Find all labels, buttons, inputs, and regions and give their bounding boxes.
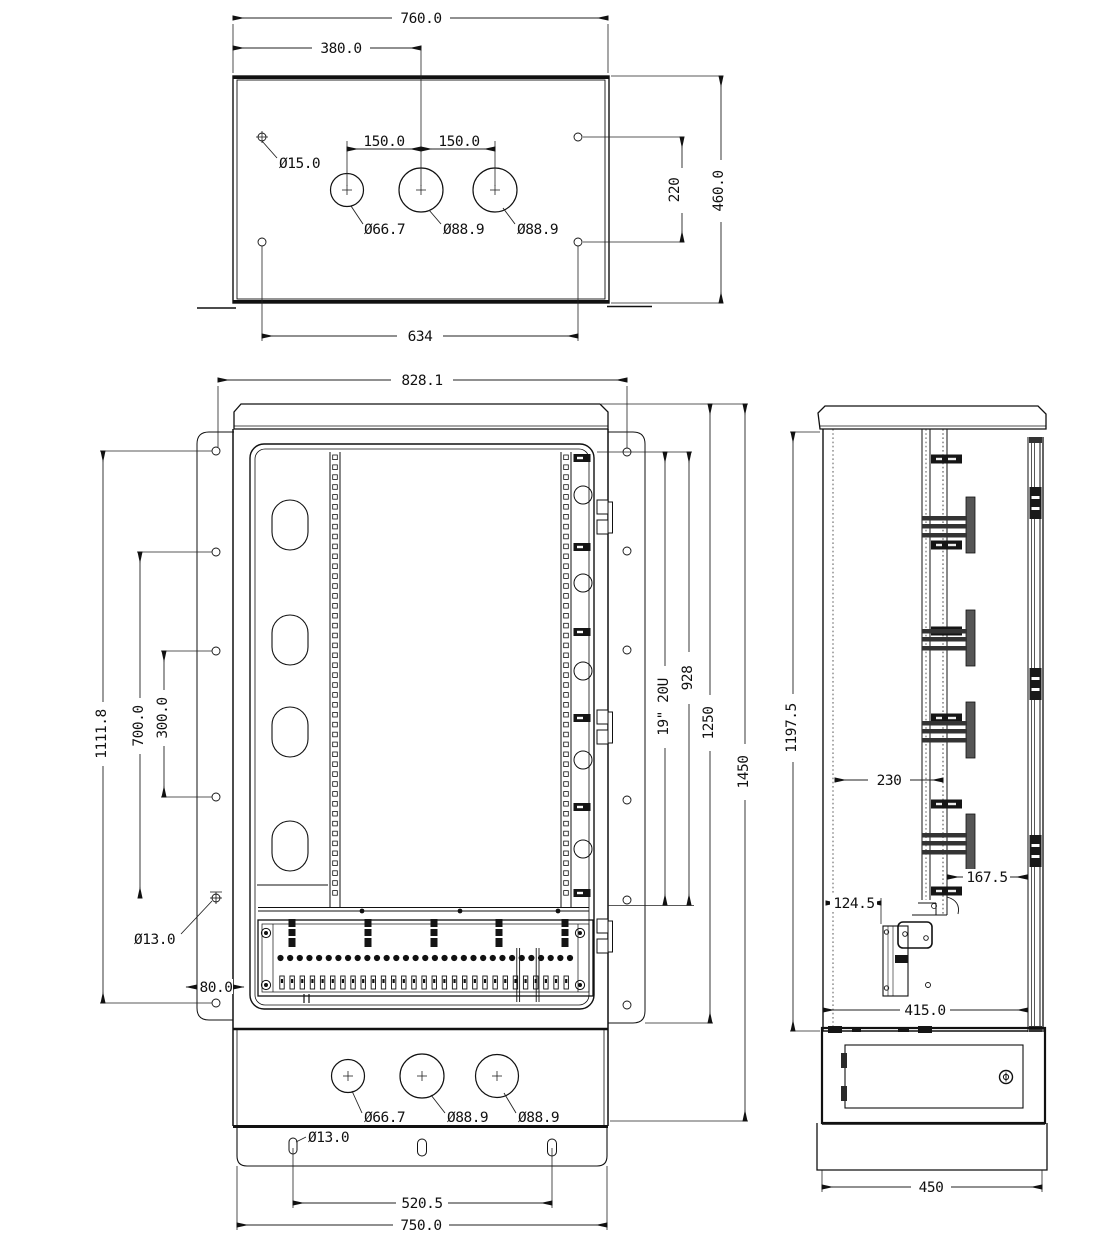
flange-hole [212,999,220,1007]
connector-slit [431,927,438,929]
side-door-hinge [1030,835,1042,867]
rack-square-hole [333,663,338,668]
rail-clip-slit [577,631,583,633]
dim-side-rail-setback: 230 [876,773,902,789]
rack-square-hole [333,534,338,539]
flange-hole [623,547,631,555]
rack-square-hole [333,811,338,816]
rack-square-hole [333,802,338,807]
rail-clip-slit [577,806,583,808]
rack-square-hole [333,693,338,698]
rack-square-hole [333,495,338,500]
terminal-lug-slot [494,979,496,983]
shelf-bracket-bar [922,721,967,726]
terminal-dot [345,955,351,961]
connector-slit [562,936,569,938]
shelf-bracket-bar [922,833,967,838]
rack-square-hole [333,554,338,559]
terminal-connector [431,919,438,947]
terminal-lug-slot [281,979,283,983]
connector-slit [289,936,296,938]
rack-square-hole [333,881,338,886]
terminal-lug-slot [311,979,313,983]
flange-hole [623,1001,631,1009]
terminal-connector [496,919,503,947]
flange-hole [212,447,220,455]
rack-square-hole [564,752,569,757]
terminal-lug-slot [413,979,415,983]
terminal-lug-slot [453,979,455,983]
shelf-bracket-upright [966,610,975,666]
front-door-hinges [597,500,613,953]
rack-square-hole [564,564,569,569]
terminal-dot [451,955,457,961]
terminal-dot [297,955,303,961]
shelf-bracket-bar [922,524,967,529]
rack-square-hole [564,673,569,678]
top-view-cable-entries [331,168,518,212]
dim-side-base-depth: 450 [918,1180,944,1196]
dim-front-entry-right: Ø88.9 [518,1110,560,1126]
terminal-dot-row [277,955,573,961]
front-dimensions [93,372,755,1234]
flange-hole [212,647,220,655]
rack-square-hole [564,861,569,866]
rack-square-hole [564,534,569,539]
rack-square-hole [333,703,338,708]
terminal-dot [499,955,505,961]
terminal-lug-slot [352,979,354,983]
rack-square-hole [333,861,338,866]
shelf-bracket-bar [922,738,967,743]
connector-slit [431,936,438,938]
rack-square-hole [564,544,569,549]
top-view [197,10,731,345]
dim-flange-width: 80.0 [199,980,233,996]
terminal-block [258,919,593,1003]
rack-square-hole [564,831,569,836]
shelf-bracket-bar [922,729,967,734]
terminal-dot [461,955,467,961]
connector-slit [496,936,503,938]
rack-square-hole [333,613,338,618]
rack-square-hole [564,574,569,579]
rack-square-hole [564,604,569,609]
terminal-lug-slot [291,979,293,983]
rack-square-hole [333,584,338,589]
side-door [1028,437,1043,1032]
terminal-lug-slot [393,979,395,983]
dim-top-overall-width: 760.0 [400,11,442,27]
rack-square-hole [564,792,569,797]
terminal-dot [490,955,496,961]
rack-square-hole [333,821,338,826]
terminal-dot [335,955,341,961]
door-hinge-pin [608,712,613,743]
rack-square-hole [333,514,338,519]
dim-top-hole-span: 634 [407,329,433,345]
rack-square-hole [564,683,569,688]
terminal-connector [562,919,569,947]
rack-square-hole [333,633,338,638]
shelf-bracket-bar [922,533,967,538]
dim-rack-spec: 19" 20U [656,678,672,736]
terminal-dot [306,955,312,961]
rack-square-hole [564,841,569,846]
rack-square-hole [564,772,569,777]
rack-square-hole [333,683,338,688]
rack-square-hole [564,455,569,460]
dim-side-lock-setback: 124.5 [833,896,875,912]
rack-square-hole [564,742,569,747]
terminal-dot [441,955,447,961]
rack-square-hole [333,673,338,678]
rack-rail-left [330,452,340,908]
terminal-lug-slot [525,979,527,983]
terminal-lug-slot [301,979,303,983]
rack-square-hole [333,564,338,569]
dim-mount-hole-dia: Ø13.0 [134,932,176,948]
connector-slit [365,927,372,929]
terminal-lug-slot [443,979,445,983]
rack-square-hole [333,752,338,757]
rack-square-hole [564,851,569,856]
terminal-dot [393,955,399,961]
terminal-lug-slot [342,979,344,983]
terminal-lug-slot [322,979,324,983]
rack-square-hole [333,732,338,737]
hinge-slit [1032,677,1040,680]
dim-mount-span-mid: 700.0 [131,705,147,747]
rack-square-hole [564,623,569,628]
shelf-bracket-upright [966,702,975,758]
terminal-connector [365,919,372,947]
terminal-dot [432,955,438,961]
terminal-lug-row [280,976,569,989]
shelf-bracket-bar [922,850,967,855]
flange-hole [623,896,631,904]
terminal-lug-slot [423,979,425,983]
rack-square-hole [333,465,338,470]
rack-square-hole [564,554,569,559]
rack-square-hole [333,594,338,599]
dim-mount-span-outer: 1111.8 [94,709,110,759]
rail-clip-side [931,455,962,464]
rack-square-hole [333,792,338,797]
rack-square-hole [333,524,338,529]
terminal-dot [403,955,409,961]
dim-front-entry-mid: Ø88.9 [447,1110,489,1126]
terminal-lug-slot [565,979,567,983]
connector-slit [496,927,503,929]
rail-clip-slit [577,546,583,548]
terminal-dot [528,955,534,961]
terminal-dot [364,955,370,961]
terminal-dot [355,955,361,961]
rack-square-hole [564,495,569,500]
door-hinge-leaf [597,730,608,744]
rack-square-hole [564,881,569,886]
rack-square-hole [333,485,338,490]
rail-clip-slit [948,458,956,460]
terminal-dot [567,955,573,961]
shelf-bracket-bar [922,629,967,634]
front-cap [234,404,608,429]
dim-overall-height: 1450 [736,755,752,789]
rack-square-hole [333,722,338,727]
terminal-lug-slot [514,979,516,983]
front-cable-oval-cutouts [257,500,328,885]
dim-rack-opening-height: 928 [680,665,696,691]
rack-square-hole [333,871,338,876]
dim-top-corner-hole: Ø15.0 [279,156,321,172]
terminal-dot [384,955,390,961]
terminal-lug-slot [433,979,435,983]
rail-clip-slit [577,457,583,459]
dim-flange-hole-span: 828.1 [401,373,443,389]
rack-square-hole [333,505,338,510]
rack-square-hole [564,732,569,737]
rail-clip-slit [577,892,583,894]
door-hinge-leaf [597,919,608,933]
rack-square-hole [564,505,569,510]
side-pedestal [817,1026,1047,1170]
shelf-bracket-upright [966,814,975,870]
rack-square-hole [333,604,338,609]
terminal-lug-slot [504,979,506,983]
rack-square-hole [564,722,569,727]
terminal-lug-slot [332,979,334,983]
dim-side-body-depth: 415.0 [904,1003,946,1019]
terminal-dot [316,955,322,961]
pedestal-lock-icon [1000,1071,1013,1084]
rack-square-hole [564,584,569,589]
connector-slit [562,927,569,929]
rack-square-hole [333,623,338,628]
rail-clip-slit [948,544,956,546]
shelf-bracket-bar [922,841,967,846]
rail-clip-slit [936,803,942,805]
rack-rail-right [561,452,571,908]
flange-hole [212,793,220,801]
shelf-bracket-bar [922,516,967,521]
front-lower-panel [233,1029,608,1126]
rack-square-hole [333,782,338,787]
rack-square-hole [564,475,569,480]
rack-square-hole [564,465,569,470]
terminal-connector [289,919,296,947]
flange-hole [623,646,631,654]
dim-mount-span-inner: 300.0 [155,697,171,739]
rack-square-hole [333,712,338,717]
pedestal-access-panel [845,1045,1023,1108]
rail-clip-slit [577,717,583,719]
rack-square-hole [564,782,569,787]
rack-square-hole [564,871,569,876]
rail-clip-slit [948,717,956,719]
rack-square-hole [333,831,338,836]
rack-square-hole [564,693,569,698]
terminal-lug-slot [382,979,384,983]
terminal-lug-slot [403,979,405,983]
side-view [783,406,1047,1196]
front-view [93,372,755,1234]
terminal-dot [326,955,332,961]
rack-square-hole [333,455,338,460]
rack-square-hole [564,633,569,638]
access-panel-hinge [841,1053,847,1068]
dim-base-width: 750.0 [400,1218,442,1234]
rail-clip-slit [936,717,942,719]
terminal-dot [509,955,515,961]
rack-square-hole [333,891,338,896]
dim-top-center-offset: 380.0 [320,41,362,57]
rack-square-hole [333,643,338,648]
rail-clip-side [931,800,962,809]
rack-square-hole [564,821,569,826]
rack-square-hole [564,891,569,896]
access-panel-hinge [841,1086,847,1101]
shelf-bracket-bar [922,637,967,642]
hinge-slit [1032,688,1040,691]
rack-square-hole [564,703,569,708]
terminal-connectors [289,919,569,947]
rack-square-hole [564,712,569,717]
rack-square-hole [564,653,569,658]
flange-hole [623,796,631,804]
rail-clip-slit [936,544,942,546]
dim-top-entry-mid: Ø88.9 [443,222,485,238]
rail-clip-slit [936,458,942,460]
rack-square-hole [333,544,338,549]
door-hinge-leaf [597,500,608,514]
rack-square-hole [333,851,338,856]
terminal-dot [557,955,563,961]
top-view-dimensions [233,10,731,345]
door-hinge-leaf [597,520,608,534]
buried-base [817,1123,1047,1170]
terminal-dot [374,955,380,961]
dim-flange-height: 1250 [701,706,717,740]
rack-square-hole [564,613,569,618]
rack-square-hole [564,594,569,599]
rack-square-hole [564,514,569,519]
hinge-slit [1032,507,1040,510]
terminal-dot [277,955,283,961]
terminal-lug-slot [464,979,466,983]
rack-square-hole [333,841,338,846]
hinge-slit [1032,496,1040,499]
dim-top-entry-right: Ø88.9 [517,222,559,238]
door-hinge-pin [608,921,613,952]
dim-top-hole-pitch-depth: 220 [667,177,683,203]
rack-square-hole [564,663,569,668]
rack-square-hole [333,475,338,480]
dim-top-entry-small: Ø66.7 [364,222,406,238]
terminal-dot [422,955,428,961]
dim-top-pitch-right: 150.0 [438,134,480,150]
dim-side-body-height: 1197.5 [784,703,800,753]
terminal-dot [480,955,486,961]
rack-square-hole [564,485,569,490]
rack-square-hole [564,811,569,816]
rack-square-hole [333,653,338,658]
terminal-dot [470,955,476,961]
front-body [233,429,608,1126]
terminal-lug-slot [545,979,547,983]
hinge-slit [1032,844,1040,847]
rack-square-hole [564,524,569,529]
terminal-dot [548,955,554,961]
flange-hole [212,548,220,556]
side-door-hinge [1030,668,1042,700]
connector-slit [289,927,296,929]
terminal-lug-slot [362,979,364,983]
terminal-lug-slot [372,979,374,983]
rail-clip-slit [936,890,942,892]
rack-square-hole [333,762,338,767]
rack-square-hole [564,762,569,767]
dim-top-pitch-left: 150.0 [363,134,405,150]
door-hinge-leaf [597,710,608,724]
terminal-dot [413,955,419,961]
side-cap [818,406,1046,429]
shelf-bracket-upright [966,497,975,553]
dim-base-slot-span: 520.5 [401,1196,443,1212]
terminal-dot [287,955,293,961]
hinge-slit [1032,855,1040,858]
door-hinge-leaf [597,939,608,953]
rack-square-hole [564,643,569,648]
dim-side-door-setback: 167.5 [966,870,1008,886]
rail-clip-slit [948,803,956,805]
terminal-lug-slot [474,979,476,983]
dim-base-slot-dia: Ø13.0 [308,1130,350,1146]
terminal-lug-slot [555,979,557,983]
rail-clip-side [931,541,962,550]
front-shelf-line [258,908,589,914]
dim-front-entry-small: Ø66.7 [364,1110,406,1126]
terminal-lug-slot [484,979,486,983]
rail-clip-side [931,887,962,896]
rack-square-hole [564,802,569,807]
top-view-enclosure-outline [197,76,652,308]
rack-square-hole [333,742,338,747]
side-door-hinge [1030,487,1042,519]
door-hinge-pin [608,502,613,533]
dim-top-overall-depth: 460.0 [711,170,727,212]
connector-slit [365,936,372,938]
shelf-bracket-bar [922,646,967,651]
rack-square-hole [333,772,338,777]
rack-square-hole [333,574,338,579]
rail-clip-slit [948,890,956,892]
